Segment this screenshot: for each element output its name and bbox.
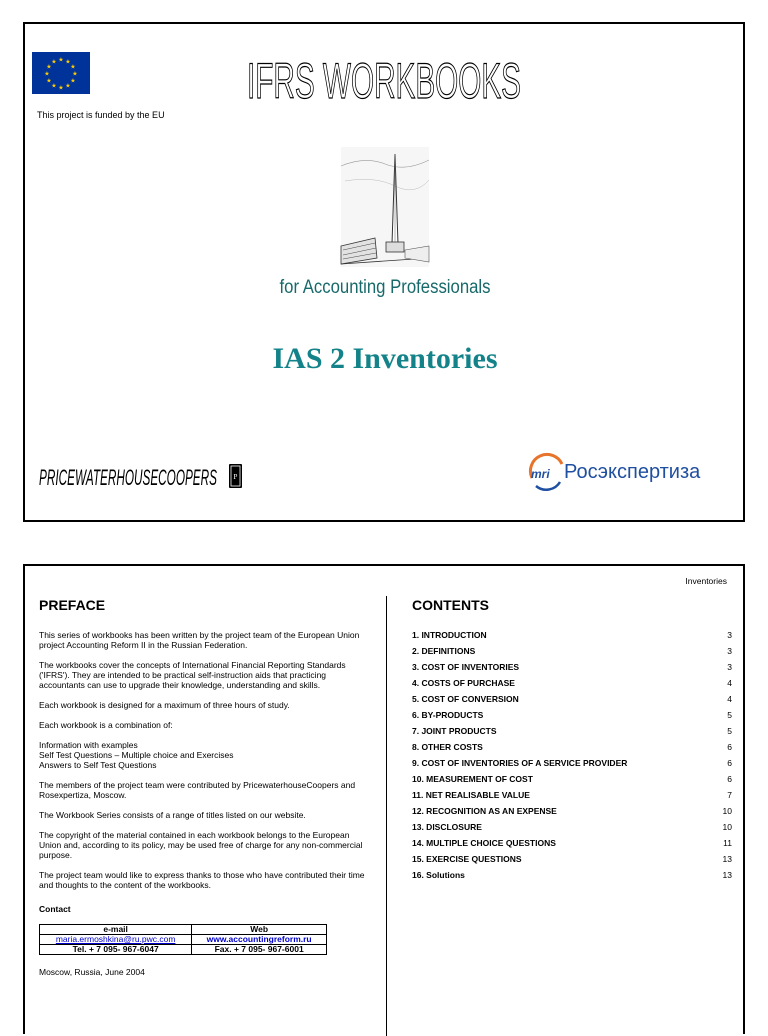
toc-page: 6 xyxy=(727,742,732,752)
toc-label: 4. COSTS OF PURCHASE xyxy=(412,678,515,688)
toc-page: 5 xyxy=(727,726,732,736)
email-link[interactable]: maria.ermoshkina@ru.pwc.com xyxy=(40,935,192,945)
contents-section xyxy=(412,596,732,886)
toc-item[interactable] xyxy=(412,678,732,694)
toc-label: 12. RECOGNITION AS AN EXPENSE xyxy=(412,806,557,816)
toc-item[interactable] xyxy=(412,662,732,678)
toc-label: 3. COST OF INVENTORIES xyxy=(412,662,520,672)
svg-text:★: ★ xyxy=(65,58,71,66)
toc-item[interactable] xyxy=(412,742,732,758)
toc-page: 3 xyxy=(727,646,732,656)
preface-paragraph: The workbooks cover the concepts of International Financial Reporting Standards ('IFRS'). They are intended to be practical self-instruction aids that practicing accountants can use to upgrade their knowledge, understanding and skills. xyxy=(39,660,346,690)
preface-paragraph: The copyright of the material contained in each workbook belongs to the European Union and, according to its policy, may be used free of charge for any non-commercial purpose. xyxy=(39,830,363,860)
website-link[interactable]: www.accountingreform.ru xyxy=(192,935,327,945)
funded-note: This project is funded by the EU xyxy=(37,110,165,120)
preface-paragraph: Each workbook is a combination of: xyxy=(39,720,173,730)
svg-text:★: ★ xyxy=(51,58,57,66)
toc-label: 1. INTRODUCTION xyxy=(412,630,487,640)
cover-subtitle: for Accounting Professionals xyxy=(279,277,491,298)
column-divider xyxy=(386,596,387,1036)
preface-paragraph: The members of the project team were contributed by PricewaterhouseCoopers and Rosexpertiza, Moscow. xyxy=(39,780,356,800)
toc-page: 11 xyxy=(723,838,732,848)
toc-label: 16. Solutions xyxy=(412,870,465,880)
svg-text:★: ★ xyxy=(58,56,64,64)
toc-label: 14. MULTIPLE CHOICE QUESTIONS xyxy=(412,838,556,848)
toc-page: 3 xyxy=(727,662,732,672)
svg-text:IFRS WORKBOOKS: IFRS WORKBOOKS xyxy=(247,53,521,109)
svg-text:Росэкспертиза: Росэкспертиза xyxy=(564,461,701,483)
preface-paragraph: Each workbook is designed for a maximum of three hours of study. xyxy=(39,700,290,710)
svg-text:★: ★ xyxy=(65,82,71,90)
toc-page: 10 xyxy=(722,822,732,832)
toc-page: 13 xyxy=(722,870,732,880)
toc-item[interactable] xyxy=(412,870,732,886)
toc-item[interactable] xyxy=(412,774,732,790)
toc-item[interactable] xyxy=(412,854,732,870)
list-item: Information with examples xyxy=(39,740,138,750)
workbook-components-list xyxy=(39,740,369,770)
toc-page: 6 xyxy=(727,758,732,768)
pwc-logo xyxy=(39,454,254,494)
web-header: Web xyxy=(192,925,327,935)
svg-text:P: P xyxy=(233,473,238,481)
toc-item[interactable] xyxy=(412,790,732,806)
toc-page: 6 xyxy=(727,774,732,784)
toc-page: 3 xyxy=(727,630,732,640)
toc-page: 4 xyxy=(727,694,732,704)
cover-page xyxy=(23,22,745,522)
toc-item[interactable] xyxy=(412,726,732,742)
contents-heading: CONTENTS xyxy=(412,597,489,613)
email-header: e-mail xyxy=(40,925,192,935)
svg-text:★: ★ xyxy=(46,63,52,71)
toc-label: 2. DEFINITIONS xyxy=(412,646,476,656)
list-item: Answers to Self Test Questions xyxy=(39,760,157,770)
toc-item[interactable] xyxy=(412,646,732,662)
toc-item[interactable] xyxy=(412,822,732,838)
preface-heading: PREFACE xyxy=(39,597,106,613)
toc-item[interactable] xyxy=(412,838,732,854)
svg-text:★: ★ xyxy=(70,63,76,71)
toc-item[interactable] xyxy=(412,630,732,646)
svg-text:mri: mri xyxy=(531,467,550,481)
svg-text:★: ★ xyxy=(46,77,52,85)
toc-item[interactable] xyxy=(412,806,732,822)
toc-label: 8. OTHER COSTS xyxy=(412,742,483,752)
document-title: IAS 2 Inventories xyxy=(272,342,498,375)
preface-paragraph: The project team would like to express thanks to those who have contributed their time and thoughts to the content of the workbooks. xyxy=(39,870,365,890)
svg-text:PRICEWATERHOUSECOOPERS: PRICEWATERHOUSECOOPERS xyxy=(39,465,218,490)
svg-text:★: ★ xyxy=(72,70,78,78)
contact-heading: Contact xyxy=(39,904,71,914)
monument-illustration xyxy=(335,146,435,270)
toc-label: 13. DISCLOSURE xyxy=(412,822,482,832)
toc-item[interactable] xyxy=(412,758,732,774)
inner-page xyxy=(23,564,745,1034)
list-item: Self Test Questions – Multiple choice and Exercises xyxy=(39,750,234,760)
place-date: Moscow, Russia, June 2004 xyxy=(39,967,145,977)
toc-page: 4 xyxy=(727,678,732,688)
toc-page: 5 xyxy=(727,710,732,720)
preface-paragraph: This series of workbooks has been written by the project team of the European Union project Accounting Reform II in the Russian Federation. xyxy=(39,630,360,650)
running-header: Inventories xyxy=(685,576,727,586)
eu-flag-icon xyxy=(32,52,90,94)
toc-page: 7 xyxy=(727,790,732,800)
toc-label: 10. MEASUREMENT OF COST xyxy=(412,774,533,784)
toc-list xyxy=(412,630,732,886)
telephone: Tel. + 7 095- 967-6047 xyxy=(40,945,192,955)
fax: Fax. + 7 095- 967-6001 xyxy=(192,945,327,955)
svg-text:★: ★ xyxy=(44,70,50,78)
svg-text:★: ★ xyxy=(51,82,57,90)
contact-table xyxy=(39,924,327,955)
toc-page: 10 xyxy=(722,806,732,816)
toc-label: 15. EXERCISE QUESTIONS xyxy=(412,854,522,864)
toc-label: 6. BY-PRODUCTS xyxy=(412,710,484,720)
toc-label: 7. JOINT PRODUCTS xyxy=(412,726,497,736)
toc-item[interactable] xyxy=(412,694,732,710)
rosexpertiza-logo xyxy=(528,452,728,499)
toc-label: 5. COST OF CONVERSION xyxy=(412,694,519,704)
ifrs-workbooks-title xyxy=(243,50,533,110)
toc-page: 13 xyxy=(722,854,732,864)
toc-label: 9. COST OF INVENTORIES OF A SERVICE PROVIDER xyxy=(412,758,628,768)
preface-section xyxy=(39,596,369,977)
toc-label: 11. NET REALISABLE VALUE xyxy=(412,790,530,800)
svg-text:★: ★ xyxy=(58,84,64,92)
preface-paragraph: The Workbook Series consists of a range of titles listed on our website. xyxy=(39,810,306,820)
toc-item[interactable] xyxy=(412,710,732,726)
svg-text:★: ★ xyxy=(70,77,76,85)
